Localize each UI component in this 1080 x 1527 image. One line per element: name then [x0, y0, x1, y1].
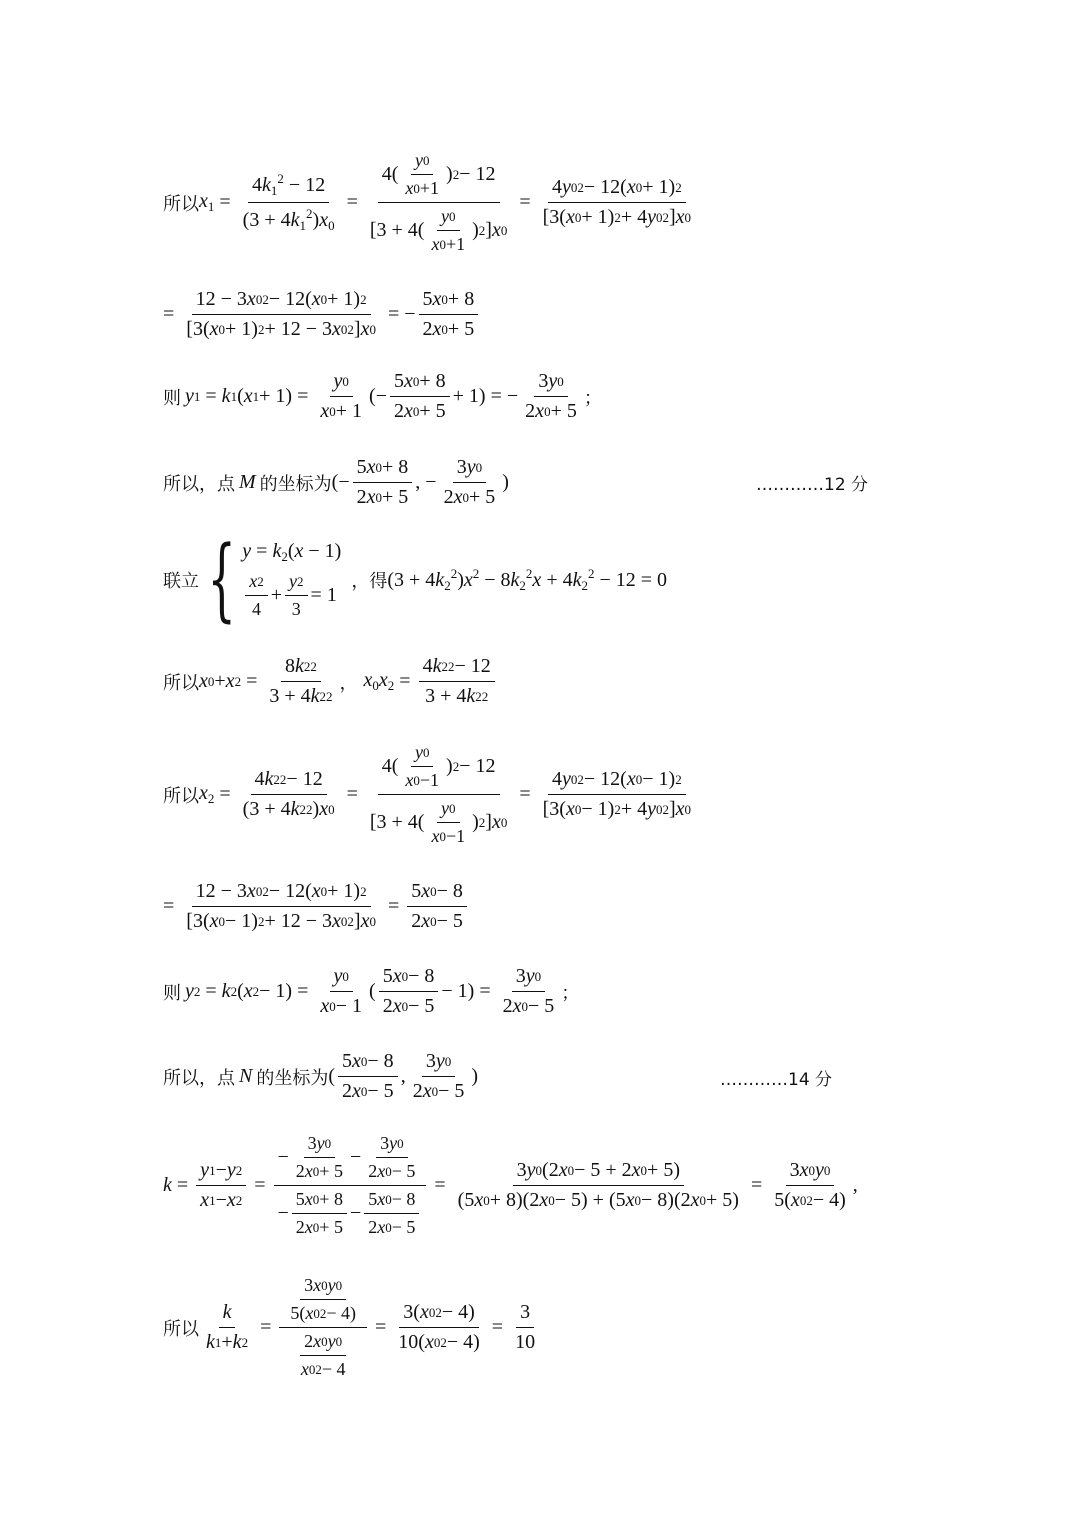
point-N-coordinates: 所以，点 N 的坐标为 ( 5 x 0 − 8 2 x 0 − 5 , 3 y 0 2 x 0 − 5 ) — [163, 1050, 479, 1102]
equation-k: k = y 1 − y 2 x 1 − x 2 = − 3 y 0 2 x 0 + 5 − 3 y 0 2 x 0 − 5 − 5 x 0 + 8 2 x 0 + 5 − 5 x 0 − 8 2 x 0 − 5 = 3 y 0 (2 x 0 − 5 + 2 x 0 + 5) (5 x 0 + 8)(2 x 0 − 5) + (5 x 0 − 8)(2 x 0 + 5) = 3 x 0 y 0 5( x 0 2 − 4) , — [163, 1133, 858, 1237]
text-semicolon-1: ； — [583, 387, 602, 409]
equation-x2: 所以 $x_2$ = 4 k 2 2 − 12 (3 + 4 k 2 2 ) x 0 = 4( y 0 x 0 −1 ) 2 − 12 [3 + 4( y 0 x 0 −1 ) 2 ] x 0 = 4 y 0 2 − 12( x 0 − 1) 2 [3( x 0 − 1) 2 + 4 y 0 2 ] x 0 — [163, 742, 692, 846]
equation-y1: 则 y 1 = k 1 ( x 1 + 1) = y 0 x 0 + 1 (− 5 x 0 + 8 2 x 0 + 5 + 1) = − 3 y 0 2 x 0 + 5 ； — [163, 370, 602, 422]
equation-vieta: 所以 x 0 + x 2 = 8 k 2 2 3 + 4 k 2 2 ， $x_0x_2$ = 4 k 2 2 − 12 3 + 4 k 2 2 — [163, 655, 498, 708]
text-suoyi-3: 所以 — [163, 785, 199, 807]
equation-x1-simplified: = 12 − 3 x 0 2 − 12( x 0 + 1) 2 [3( x 0 + 1) 2 + 12 − 3 x 0 2 ] x 0 = − 5 x 0 + 8 2 x 0 + 5 — [163, 288, 481, 341]
text-ze-2: 则 — [163, 982, 181, 1004]
score-12: …………12 分 — [756, 475, 869, 495]
text-suoyi: 所以 — [163, 193, 199, 215]
text-de: ，得 — [351, 571, 388, 592]
score-14: …………14 分 — [720, 1070, 833, 1090]
text-semicolon-2: ； — [561, 982, 580, 1004]
equation-system: 联立 { $y = k_2(x - 1)$ x 2 4 + y 2 3 = 1 ，得 $(3 + 4k_2^2)x^2 - 8k_2^2x + 4k_2^2 - 12 = 0$ — [163, 527, 668, 632]
text-zuobiao-2: 的坐标为 — [256, 1067, 329, 1089]
text-lianli: 联立 — [163, 571, 199, 592]
equation-y2: 则 y 2 = k 2 ( x 2 − 1) = y 0 x 0 − 1 ( 5 x 0 − 8 2 x 0 − 5 − 1) = 3 y 0 2 x 0 − 5 ； — [163, 965, 580, 1017]
text-suoyi-dian-2: 所以，点 — [163, 1067, 235, 1089]
label-point-N: N — [239, 1065, 253, 1087]
equation-x1: 所以 $x_1$ = $\frac{4k_1^2 - 12}{(3 + 4k_1^2)x_0}$ = 4( y 0 x 0 +1 ) 2 − 12 [3 + 4( y 0 x 0 +1 ) 2 ] x 0 = 4 y 0 2 − 12( x 0 + 1) 2 [3( x 0 + 1) 2 + 4 y 0 2 ] x 0 — [163, 150, 692, 254]
text-suoyi-4: 所以 — [163, 1318, 199, 1340]
text-suoyi-dian-1: 所以，点 — [163, 473, 235, 495]
text-zuobiao-1: 的坐标为 — [259, 473, 332, 495]
text-ze: 则 — [163, 387, 181, 409]
text-suoyi-2: 所以 — [163, 672, 199, 694]
text-comma-1: ， — [339, 672, 358, 694]
point-M-coordinates: 所以，点 M 的坐标为 (− 5 x 0 + 8 2 x 0 + 5 , − 3 y 0 2 x 0 + 5 ) — [163, 456, 509, 508]
equation-ratio: 所以 k k 1 + k 2 = 3 x 0 y 0 5( x 0 2 − 4) 2 x 0 y 0 x 0 2 − 4 = 3( x 0 2 − 4) 10( x 0 2 − 4) = $\frac{3}{10}$ — [163, 1275, 536, 1379]
label-point-M: M — [239, 471, 256, 493]
equation-x2-simplified: = 12 − 3 x 0 2 − 12( x 0 + 1) 2 [3( x 0 − 1) 2 + 12 − 3 x 0 2 ] x 0 = 5 x 0 − 8 2 x 0 − 5 — [163, 880, 470, 933]
